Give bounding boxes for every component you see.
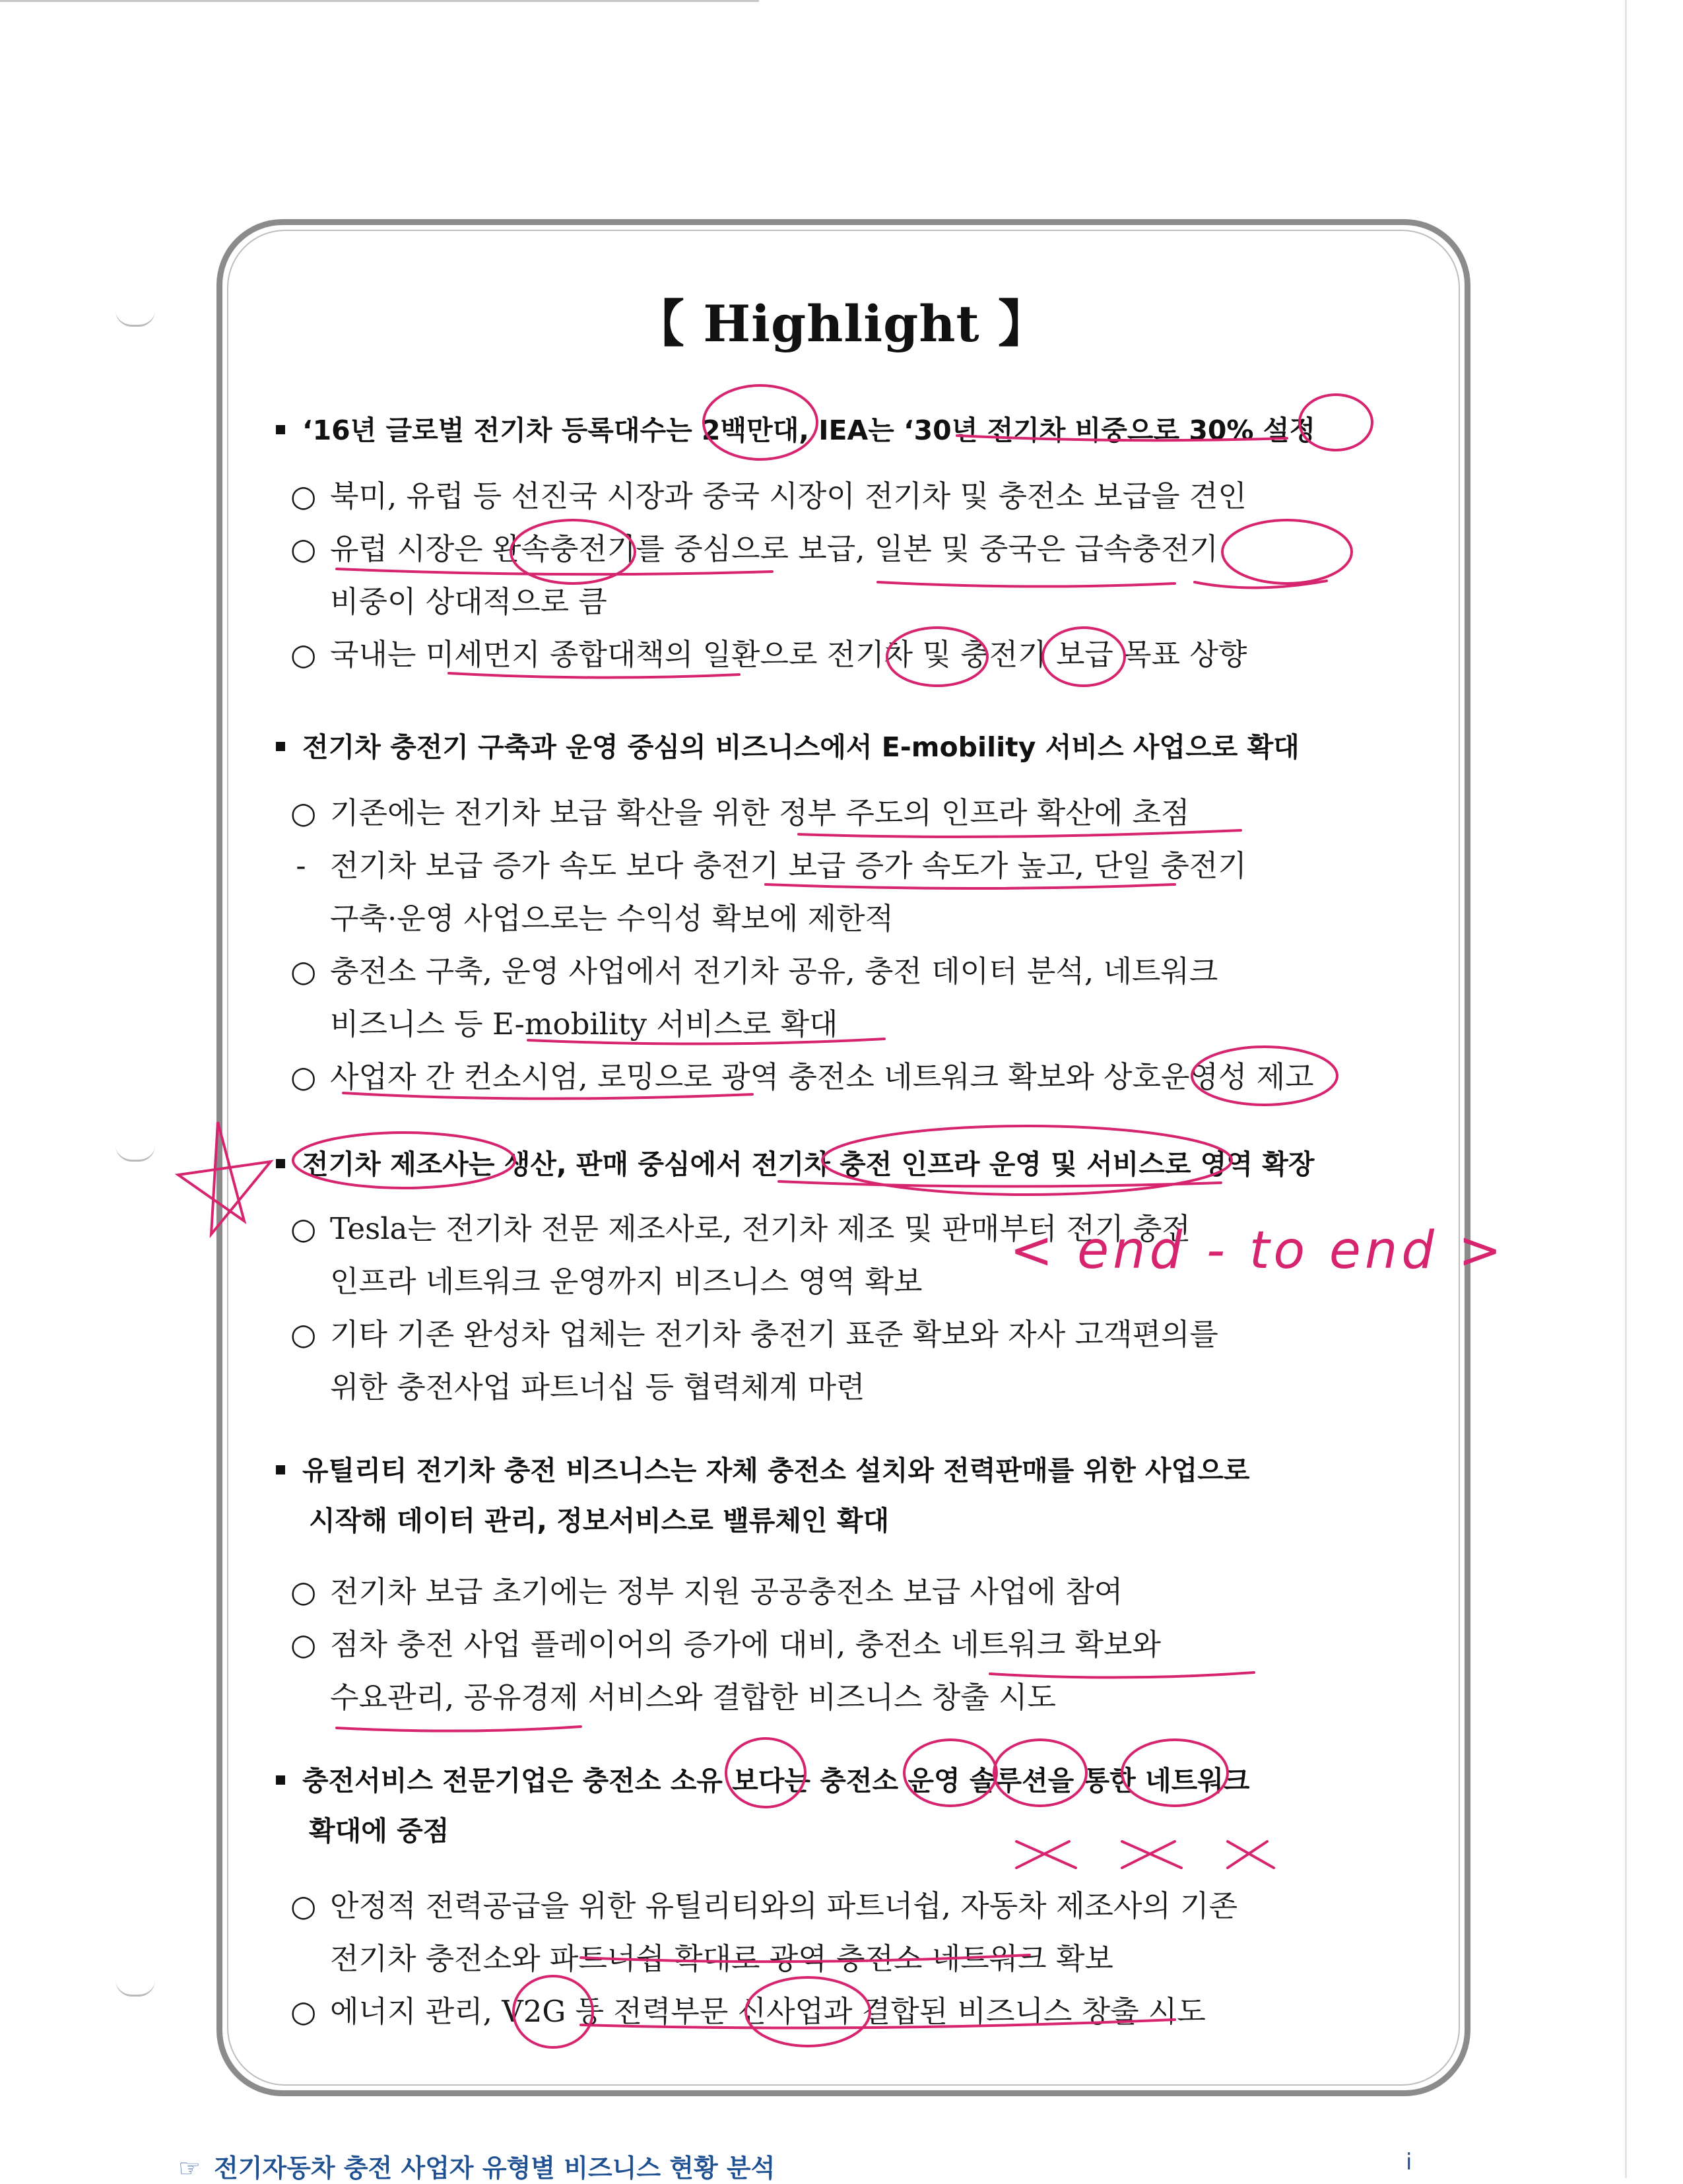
list-item: ○ 기존에는 전기차 보급 확산을 위한 정부 주도의 인프라 확산에 초점 [290,787,1452,840]
circle-bullet-icon: ○ [290,1317,317,1352]
square-bullet-icon [276,425,285,434]
dash-bullet-icon: - [296,848,306,883]
circle-bullet-icon: ○ [290,479,317,513]
circle-bullet-icon: ○ [290,1994,317,2029]
circle-bullet-icon: ○ [290,954,317,989]
title-text: Highlight [703,294,980,353]
page-number: i [1406,2149,1412,2175]
circle-bullet-icon: ○ [290,795,317,830]
list-item: ○ 충전소 구축, 운영 사업에서 전기차 공유, 충전 데이터 분석, 네트워크 비즈니스 등 E-mobility 서비스로 확대 [290,945,1452,1051]
list-item: ○ 북미, 유럽 등 선진국 시장과 중국 시장이 전기차 및 충전소 보급을 견인 [290,470,1452,523]
list-sub-item: - 전기차 보급 증가 속도 보다 충전기 보급 증가 속도가 높고, 단일 충전기 구축·운영 사업으로는 수익성 확보에 제한적 [290,840,1452,945]
pointing-hand-icon: ☞ [178,2154,201,2183]
square-bullet-icon [276,742,285,751]
square-bullet-icon [276,1159,285,1168]
section-heading: 유틸리티 전기차 충전 비즈니스는 자체 충전소 설치와 전력판매를 위한 사업으로 시작해 데이터 관리, 정보서비스로 밸류체인 확대 [276,1445,1437,1546]
section-heading: ‘16년 글로벌 전기차 등록대수는 2백만대, IEA는 ‘30년 전기차 비중으로 30% 설정 [276,405,1437,455]
circle-bullet-icon: ○ [290,531,317,566]
circle-bullet-icon: ○ [290,1574,317,1609]
square-bullet-icon [276,1775,285,1785]
list-item: ○ 전기차 보급 초기에는 정부 지원 공공충전소 보급 사업에 참여 [290,1566,1452,1618]
circle-bullet-icon: ○ [290,1888,317,1923]
list-item: ○ 에너지 관리, V2G 등 전력부문 신사업과 결합된 비즈니스 창출 시도 [290,1985,1452,2038]
circle-bullet-icon: ○ [290,1059,317,1094]
list-item: ○ 안정적 전력공급을 위한 유틸리티와의 파트너쉽, 자동차 제조사의 기존 전기차 충전소와 파트너쉽 확대로 광역 충전소 네트워크 확보 [290,1880,1452,1985]
list-item: ○ 국내는 미세먼지 종합대책의 일환으로 전기차 및 충전기 보급 목표 상향 [290,628,1452,681]
circle-bullet-icon: ○ [290,1211,317,1246]
list-item: ○ 사업자 간 컨소시엄, 로밍으로 광역 충전소 네트워크 확보와 상호운영성 제고 [290,1051,1452,1104]
list-item: ○ 점차 충전 사업 플레이어의 증가에 대비, 충전소 네트워크 확보와 수요관리, 공유경제 서비스와 결합한 비즈니스 창출 시도 [290,1618,1452,1724]
footer-text: 전기자동차 충전 사업자 유형별 비즈니스 현황 분석 [214,2154,776,2183]
title-open-bracket: 【 [634,294,685,353]
section-heading: 전기차 제조사는 생산, 판매 중심에서 전기차 충전 인프라 운영 및 서비스로 영역 확장 [276,1139,1437,1189]
punch-hole-mark [116,1145,155,1162]
list-item: ○ 유럽 시장은 완속충전기를 중심으로 보급, 일본 및 중국은 급속충전기 비중이 상대적으로 큼 [290,523,1452,628]
title-close-bracket: 】 [998,294,1049,353]
handwritten-note: < end - to end > [1010,1221,1506,1280]
section-heading: 충전서비스 전문기업은 충전소 소유 보다는 충전소 운영 솔루션을 통한 네트워크 확대에 중점 [276,1756,1437,1856]
list-item: ○ Tesla는 전기차 전문 제조사로, 전기차 제조 및 판매부터 전기 충전 인프라 네트워크 운영까지 비즈니스 영역 확보 [290,1203,1452,1308]
circle-bullet-icon: ○ [290,637,317,672]
list-item: ○ 기타 기존 완성차 업체는 전기차 충전기 표준 확보와 자사 고객편의를 위한 충전사업 파트너십 등 협력체계 마련 [290,1308,1452,1414]
punch-hole-mark [116,1980,155,1997]
circle-bullet-icon: ○ [290,1627,317,1662]
page-title [0,284,1683,356]
scan-top-edge [0,0,759,2]
section-heading: 전기차 충전기 구축과 운영 중심의 비즈니스에서 E-mobility 서비스 사업으로 확대 [276,722,1437,772]
square-bullet-icon [276,1465,285,1474]
footer-title [178,2148,1036,2184]
